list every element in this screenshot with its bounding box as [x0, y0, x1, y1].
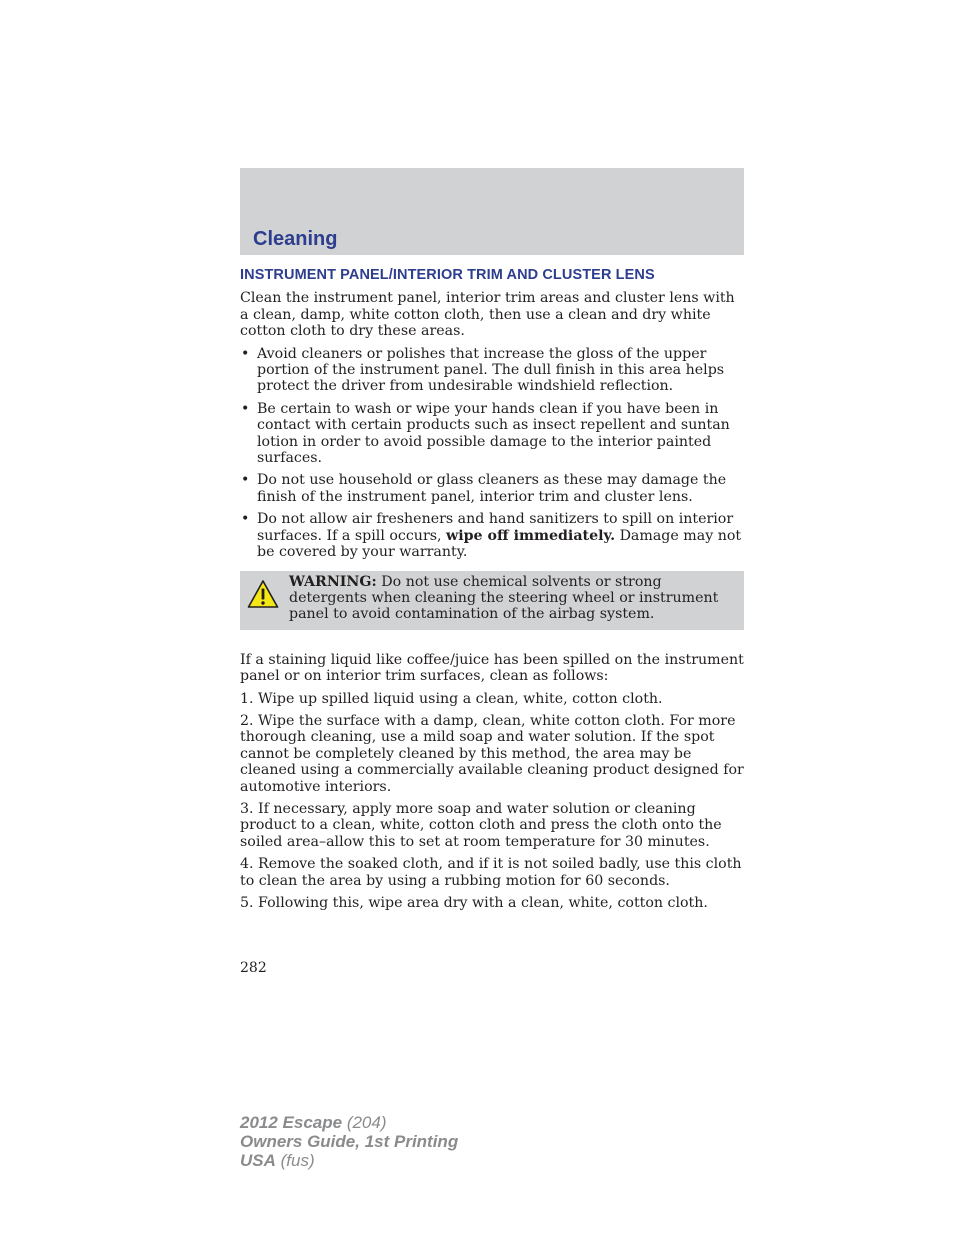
- warning-label: WARNING:: [289, 573, 377, 590]
- warning-text: Do not use chemical solvents or strong detergents when cleaning the steering wheel or instrument panel to avoid contamination of the airbag system.: [289, 573, 719, 623]
- page-number: 282: [240, 960, 267, 976]
- intro-paragraph: Clean the instrument panel, interior trim areas and cluster lens with a clean, damp, white cotton cloth, then use a clean and dry white cotton cloth to dry these areas.: [240, 290, 735, 340]
- bullet-icon: •: [241, 345, 250, 362]
- document-footer: [240, 1113, 458, 1170]
- list-item: • Do not use household or glass cleaners as these may damage the finish of the instrument panel, interior trim and cluster lens.: [241, 472, 727, 505]
- list-item: • Be certain to wash or wipe your hands clean if you have been in contact with certain products such as insect repellent and suntan lotion in order to avoid possible damage to the interior painted surfaces.: [241, 400, 730, 467]
- section-header-band: [240, 168, 744, 255]
- step-1: 1. Wipe up spilled liquid using a clean, white, cotton cloth.: [240, 690, 663, 707]
- main-content: [240, 267, 744, 917]
- list-item: • Do not allow air fresheners and hand sanitizers to spill on interior surfaces. If a spill occurs, wipe off immediately. Damage may not be covered by your warranty.: [241, 511, 742, 561]
- stain-intro-paragraph: If a staining liquid like coffee/juice has been spilled on the instrument panel or on interior trim surfaces, clean as follows:: [240, 651, 744, 685]
- warning-triangle-icon: [247, 579, 279, 609]
- emphasis-text: wipe off immediately.: [446, 527, 616, 544]
- bullet-icon: •: [241, 511, 250, 528]
- bullet-icon: •: [241, 472, 250, 489]
- step-4: 4. Remove the soaked cloth, and if it is not soiled badly, use this cloth to clean the area by using a rubbing motion for 60 seconds.: [240, 856, 742, 889]
- footer-line-2: Owners Guide, 1st Printing: [240, 1132, 459, 1151]
- cleaning-tips-list: [240, 346, 744, 561]
- page-title: Cleaning: [253, 228, 338, 250]
- step-2: 2. Wipe the surface with a damp, clean, white cotton cloth. For more thorough cleaning, use a mild soap and water solution. If the spot cannot be completely cleaned by this method, the area may be cleaned using a commercially available cleaning product designed for automotive interiors.: [240, 712, 744, 795]
- step-3: 3. If necessary, apply more soap and water solution or cleaning product to a clean, white, cotton cloth and press the cloth onto the soiled area–allow this to set at room temperature for 30 minutes.: [240, 800, 722, 850]
- bullet-icon: •: [241, 400, 250, 417]
- footer-line-1: 2012 Escape (204): [240, 1113, 387, 1132]
- step-5: 5. Following this, wipe area dry with a clean, white, cotton cloth.: [240, 895, 708, 911]
- warning-box: [240, 571, 744, 630]
- list-item: • Avoid cleaners or polishes that increase the gloss of the upper portion of the instrument panel. The dull finish in this area helps protect the driver from undesirable windshield reflection.: [241, 345, 725, 395]
- section-heading: INSTRUMENT PANEL/INTERIOR TRIM AND CLUSTER LENS: [240, 267, 655, 283]
- footer-line-3: USA (fus): [240, 1151, 315, 1170]
